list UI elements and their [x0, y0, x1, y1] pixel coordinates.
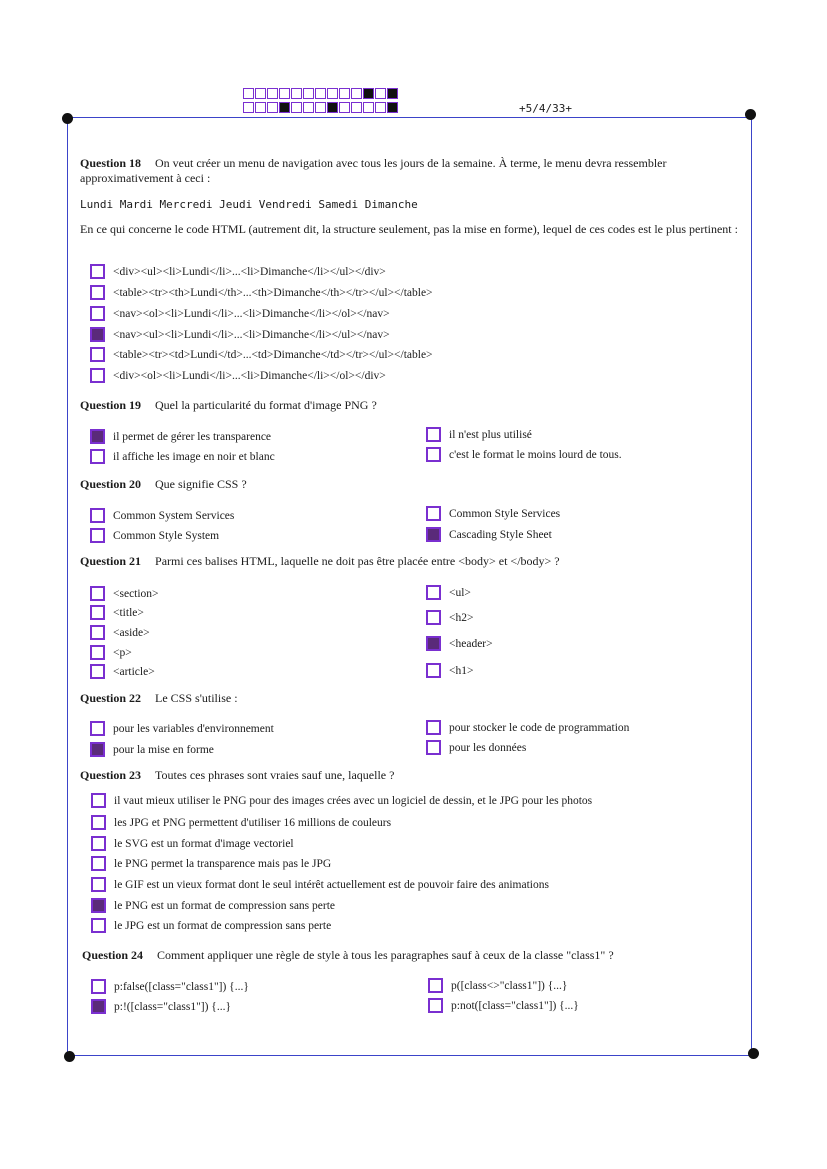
- code-cell: [327, 88, 338, 99]
- checkbox[interactable]: [428, 998, 443, 1013]
- checkbox[interactable]: [91, 898, 106, 913]
- checkbox[interactable]: [90, 429, 105, 444]
- checkbox[interactable]: [90, 742, 105, 757]
- checkbox[interactable]: [90, 605, 105, 620]
- checkbox[interactable]: [426, 527, 441, 542]
- question-text: Que signifie CSS ?: [155, 477, 247, 491]
- checkbox[interactable]: [91, 815, 106, 830]
- option-label: c'est le format le moins lourd de tous.: [449, 448, 622, 461]
- checkbox[interactable]: [90, 306, 105, 321]
- question-20: [80, 477, 745, 492]
- q24-option-2[interactable]: [91, 999, 231, 1014]
- q21-option-9[interactable]: [426, 663, 473, 678]
- q24-option-3[interactable]: [428, 978, 567, 993]
- question-label: Question 18: [80, 156, 142, 170]
- question-text: On veut créer un menu de navigation avec tous les jours de la semaine. À terme, le menu devra ressembler approximativement à ceci :: [80, 156, 667, 185]
- question-text: Comment appliquer une règle de style à tous les paragraphes sauf à ceux de la classe "class1" ?: [157, 948, 614, 962]
- binary-code-row-top: [243, 88, 399, 99]
- option-label: <h1>: [449, 664, 474, 677]
- frame-right-line: [751, 117, 752, 1057]
- question-18: [80, 156, 745, 186]
- q23-option-5[interactable]: [91, 877, 549, 892]
- q21-option-3[interactable]: [90, 625, 150, 640]
- code-cell: [279, 102, 290, 113]
- option-label: <nav><ul><li>Lundi</li>...<li>Dimanche</li></ul></nav>: [113, 328, 390, 341]
- option-label: <h2>: [449, 611, 474, 624]
- q21-option-5[interactable]: [90, 664, 155, 679]
- q20-option-1[interactable]: [90, 508, 234, 523]
- checkbox[interactable]: [91, 999, 106, 1014]
- corner-marker-bottom-right: [748, 1048, 759, 1059]
- q18-option-2[interactable]: [90, 285, 433, 300]
- question-19: [80, 398, 745, 413]
- code-cell: [255, 88, 266, 99]
- q22-option-4[interactable]: [426, 740, 526, 755]
- option-label: <section>: [113, 587, 159, 600]
- option-label: pour les variables d'environnement: [113, 722, 274, 735]
- q19-option-3[interactable]: [426, 427, 532, 442]
- question-22: [80, 691, 745, 706]
- corner-marker-top-left: [62, 113, 73, 124]
- question-text: Quel la particularité du format d'image PNG ?: [155, 398, 377, 412]
- code-cell: [243, 88, 254, 99]
- q24-option-1[interactable]: [91, 979, 249, 994]
- option-label: <title>: [113, 606, 144, 619]
- checkbox[interactable]: [90, 586, 105, 601]
- checkbox[interactable]: [90, 664, 105, 679]
- question-text: Parmi ces balises HTML, laquelle ne doit pas être placée entre <body> et </body> ?: [155, 554, 560, 568]
- checkbox[interactable]: [426, 506, 441, 521]
- code-cell: [351, 88, 362, 99]
- option-label: p([class<>"class1"]) {...}: [451, 979, 568, 992]
- checkbox[interactable]: [91, 877, 106, 892]
- q20-option-3[interactable]: [426, 506, 560, 521]
- option-label: pour les données: [449, 741, 527, 754]
- q21-option-4[interactable]: [90, 645, 132, 660]
- q23-option-2[interactable]: [91, 815, 391, 830]
- q23-option-1[interactable]: [91, 793, 592, 808]
- corner-marker-bottom-left: [64, 1051, 75, 1062]
- q18-option-4[interactable]: [90, 327, 390, 342]
- q21-option-6[interactable]: [426, 585, 471, 600]
- question-18-subtext: En ce qui concerne le code HTML (autrement dit, la structure seulement, pas la mise en forme), lequel de ces codes est le plus pertinent :: [80, 222, 738, 236]
- checkbox[interactable]: [90, 368, 105, 383]
- option-label: <div><ul><li>Lundi</li>...<li>Dimanche</li></ul></div>: [113, 265, 386, 278]
- q23-option-3[interactable]: [91, 836, 294, 851]
- option-label: p:!([class="class1"]) {...}: [114, 1000, 231, 1013]
- checkbox[interactable]: [90, 327, 105, 342]
- option-label: <div><ol><li>Lundi</li>...<li>Dimanche</li></ol></div>: [113, 369, 386, 382]
- question-text: Le CSS s'utilise :: [155, 691, 238, 705]
- checkbox[interactable]: [426, 427, 441, 442]
- option-label: il n'est plus utilisé: [449, 428, 532, 441]
- checkbox[interactable]: [426, 447, 441, 462]
- question-label: Question 23: [80, 768, 142, 782]
- checkbox[interactable]: [90, 645, 105, 660]
- code-cell: [291, 102, 302, 113]
- code-cell: [339, 102, 350, 113]
- q21-option-7[interactable]: [426, 610, 473, 625]
- question-label: Question 24: [82, 948, 144, 962]
- option-label: il vaut mieux utiliser le PNG pour des images crées avec un logiciel de dessin, et le JPG pour les photos: [114, 794, 593, 807]
- code-cell: [255, 102, 266, 113]
- q18-option-6[interactable]: [90, 368, 386, 383]
- question-24: [82, 948, 747, 963]
- code-cell: [375, 88, 386, 99]
- code-cell: [363, 88, 374, 99]
- option-label: Common Style Services: [449, 507, 561, 520]
- option-label: les JPG et PNG permettent d'utiliser 16 millions de couleurs: [114, 816, 392, 829]
- code-cell: [303, 102, 314, 113]
- q22-option-2[interactable]: [90, 742, 214, 757]
- checkbox[interactable]: [90, 449, 105, 464]
- checkbox[interactable]: [426, 610, 441, 625]
- option-label: p:false([class="class1"]) {...}: [114, 980, 249, 993]
- q19-option-4[interactable]: [426, 447, 622, 462]
- code-cell: [339, 88, 350, 99]
- menu-example: Lundi Mardi Mercredi Jeudi Vendredi Samedi Dimanche: [80, 198, 418, 211]
- option-label: pour la mise en forme: [113, 743, 214, 756]
- q24-option-4[interactable]: [428, 998, 579, 1013]
- option-label: <table><tr><th>Lundi</th>...<th>Dimanche</th></tr></ul></table>: [113, 286, 433, 299]
- q21-option-1[interactable]: [90, 586, 159, 601]
- checkbox[interactable]: [90, 508, 105, 523]
- frame-top-line: [67, 117, 752, 118]
- option-label: le PNG permet la transparence mais pas le JPG: [114, 857, 332, 870]
- q18-option-3[interactable]: [90, 306, 390, 321]
- code-cell: [387, 102, 398, 113]
- q19-option-1[interactable]: [90, 429, 271, 444]
- option-label: Common Style System: [113, 529, 220, 542]
- frame-bottom-line: [69, 1055, 754, 1056]
- q23-option-6[interactable]: [91, 898, 335, 913]
- checkbox[interactable]: [91, 856, 106, 871]
- option-label: Common System Services: [113, 509, 235, 522]
- option-label: il permet de gérer les transparence: [113, 430, 272, 443]
- option-label: il affiche les image en noir et blanc: [113, 450, 275, 463]
- question-label: Question 22: [80, 691, 142, 705]
- corner-marker-top-right: [745, 109, 756, 120]
- option-label: Cascading Style Sheet: [449, 528, 552, 541]
- checkbox[interactable]: [426, 585, 441, 600]
- option-label: le SVG est un format d'image vectoriel: [114, 837, 294, 850]
- q19-option-2[interactable]: [90, 449, 275, 464]
- checkbox[interactable]: [426, 740, 441, 755]
- q20-option-2[interactable]: [90, 528, 219, 543]
- option-label: <p>: [113, 646, 132, 659]
- code-cell: [279, 88, 290, 99]
- code-cell: [243, 102, 254, 113]
- checkbox[interactable]: [91, 793, 106, 808]
- code-cell: [363, 102, 374, 113]
- code-cell: [315, 102, 326, 113]
- checkbox[interactable]: [90, 625, 105, 640]
- q23-option-4[interactable]: [91, 856, 331, 871]
- code-cell: [303, 88, 314, 99]
- q22-option-1[interactable]: [90, 721, 274, 736]
- checkbox[interactable]: [90, 347, 105, 362]
- checkbox[interactable]: [90, 721, 105, 736]
- option-label: <table><tr><td>Lundi</td>...<td>Dimanche</td></tr></ul></table>: [113, 348, 433, 361]
- checkbox[interactable]: [91, 918, 106, 933]
- checkbox[interactable]: [90, 285, 105, 300]
- q20-option-4[interactable]: [426, 527, 552, 542]
- code-cell: [267, 88, 278, 99]
- code-cell: [327, 102, 338, 113]
- q18-option-1[interactable]: [90, 264, 386, 279]
- question-21: [80, 554, 745, 569]
- option-label: <ul>: [449, 586, 471, 599]
- code-cell: [375, 102, 386, 113]
- question-label: Question 21: [80, 554, 142, 568]
- checkbox[interactable]: [91, 979, 106, 994]
- checkbox[interactable]: [90, 264, 105, 279]
- q18-option-5[interactable]: [90, 347, 433, 362]
- option-label: le PNG est un format de compression sans perte: [114, 899, 336, 912]
- checkbox[interactable]: [426, 720, 441, 735]
- code-cell: [267, 102, 278, 113]
- option-label: pour stocker le code de programmation: [449, 721, 630, 734]
- option-label: <header>: [449, 637, 493, 650]
- option-label: <nav><ol><li>Lundi</li>...<li>Dimanche</li></ol></nav>: [113, 307, 390, 320]
- q23-option-7[interactable]: [91, 918, 331, 933]
- q21-option-2[interactable]: [90, 605, 144, 620]
- checkbox[interactable]: [91, 836, 106, 851]
- frame-left-line: [67, 117, 68, 1057]
- page-id: +5/4/33+: [519, 102, 572, 115]
- option-label: <aside>: [113, 626, 150, 639]
- code-cell: [291, 88, 302, 99]
- q21-option-8[interactable]: [426, 636, 493, 651]
- question-23: [80, 768, 745, 783]
- question-text: Toutes ces phrases sont vraies sauf une, laquelle ?: [155, 768, 395, 782]
- code-cell: [315, 88, 326, 99]
- checkbox[interactable]: [428, 978, 443, 993]
- checkbox[interactable]: [426, 663, 441, 678]
- binary-code-row-bottom: [243, 102, 399, 113]
- code-cell: [387, 88, 398, 99]
- question-label: Question 19: [80, 398, 142, 412]
- option-label: <article>: [113, 665, 155, 678]
- checkbox[interactable]: [90, 528, 105, 543]
- code-cell: [351, 102, 362, 113]
- q22-option-3[interactable]: [426, 720, 629, 735]
- option-label: le GIF est un vieux format dont le seul intérêt actuellement est de pouvoir faire des animations: [114, 878, 549, 891]
- option-label: p:not([class="class1"]) {...}: [451, 999, 579, 1012]
- checkbox[interactable]: [426, 636, 441, 651]
- option-label: le JPG est un format de compression sans perte: [114, 919, 332, 932]
- question-label: Question 20: [80, 477, 142, 491]
